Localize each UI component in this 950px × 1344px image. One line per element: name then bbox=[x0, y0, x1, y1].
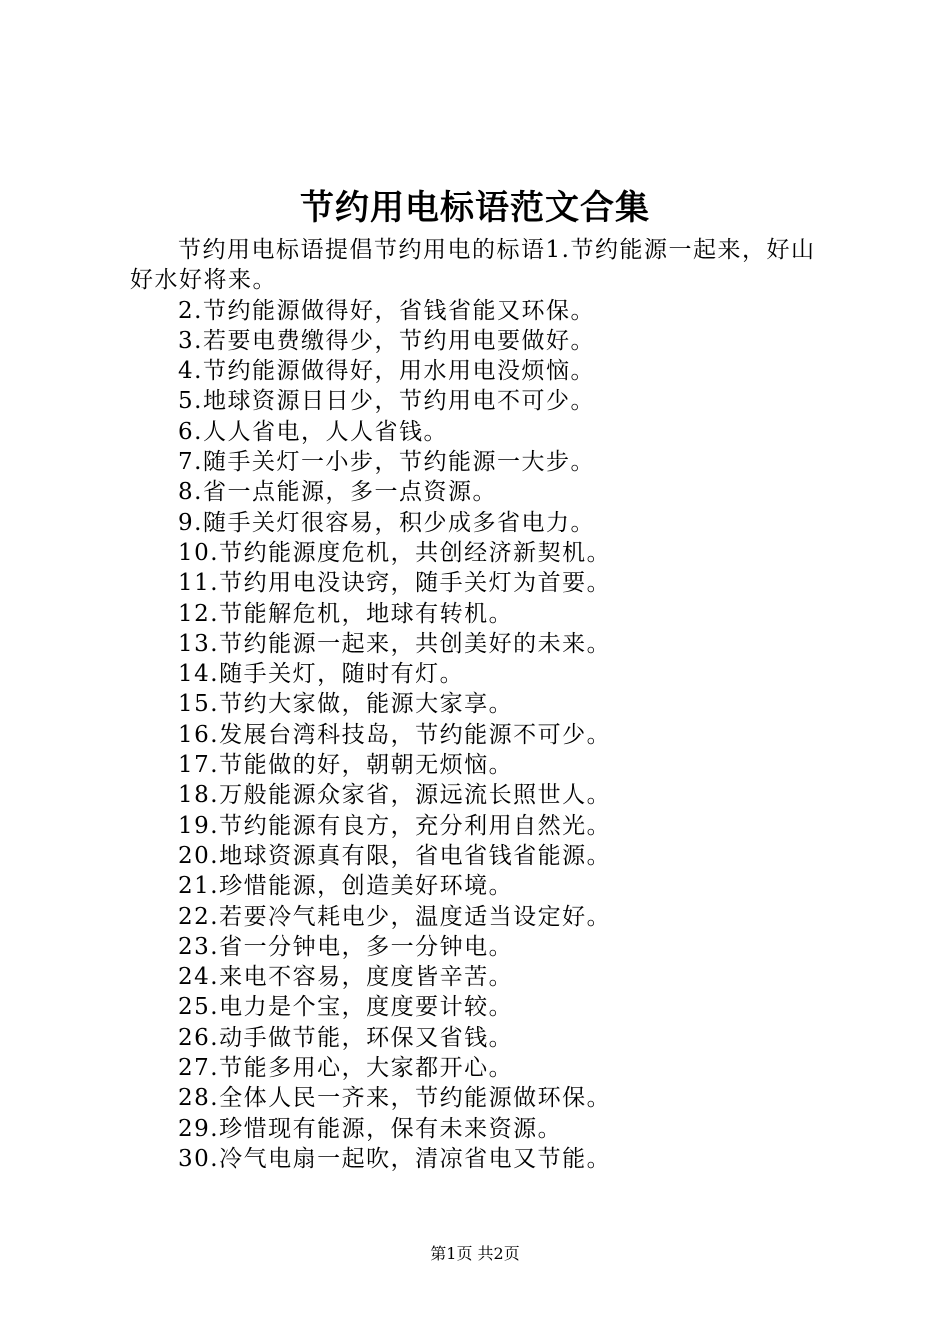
list-item: 11.节约用电没诀窍，随手关灯为首要。 bbox=[178, 570, 612, 597]
list-item: 18.万般能源众家省，源远流长照世人。 bbox=[178, 782, 612, 809]
list-item: 2.节约能源做得好，省钱省能又环保。 bbox=[178, 297, 595, 324]
list-item: 29.珍惜现有能源，保有未来资源。 bbox=[178, 1115, 563, 1142]
list-item: 22.若要冷气耗电少，温度适当设定好。 bbox=[178, 903, 612, 930]
list-item: 23.省一分钟电，多一分钟电。 bbox=[178, 933, 514, 960]
slogan-list bbox=[130, 296, 835, 1175]
list-item: 20.地球资源真有限，省电省钱省能源。 bbox=[178, 842, 612, 869]
list-item: 14.随手关灯，随时有灯。 bbox=[178, 661, 465, 688]
list-item: 10.节约能源度危机，共创经济新契机。 bbox=[178, 539, 612, 566]
list-item: 24.来电不容易，度度皆辛苦。 bbox=[178, 964, 514, 991]
list-item: 13.节约能源一起来，共创美好的未来。 bbox=[178, 630, 612, 657]
page-footer: 第1页 共2页 bbox=[430, 1244, 520, 1263]
list-item: 16.发展台湾科技岛，节约能源不可少。 bbox=[178, 721, 612, 748]
list-item: 5.地球资源日日少，节约用电不可少。 bbox=[178, 388, 595, 415]
list-item: 8.省一点能源，多一点资源。 bbox=[178, 479, 497, 506]
list-item: 27.节能多用心，大家都开心。 bbox=[178, 1055, 514, 1082]
list-item: 25.电力是个宝，度度要计较。 bbox=[178, 994, 514, 1021]
list-item: 28.全体人民一齐来，节约能源做环保。 bbox=[178, 1085, 612, 1112]
list-item: 26.动手做节能，环保又省钱。 bbox=[178, 1024, 514, 1051]
intro-paragraph: 节约用电标语提倡节约用电的标语1.节约能源一起来，好山好水好将来。 bbox=[130, 237, 816, 294]
list-item: 21.珍惜能源，创造美好环境。 bbox=[178, 873, 514, 900]
document-title: 节约用电标语范文合集 bbox=[300, 188, 650, 228]
list-item: 19.节约能源有良方，充分利用自然光。 bbox=[178, 812, 612, 839]
list-item: 4.节约能源做得好，用水用电没烦恼。 bbox=[178, 358, 595, 385]
list-item: 17.节能做的好，朝朝无烦恼。 bbox=[178, 752, 514, 779]
list-item: 6.人人省电，人人省钱。 bbox=[178, 418, 448, 445]
list-item: 30.冷气电扇一起吹，清凉省电又节能。 bbox=[178, 1145, 612, 1172]
list-item: 3.若要电费缴得少，节约用电要做好。 bbox=[178, 327, 595, 354]
document-body bbox=[130, 235, 835, 1174]
list-item: 7.随手关灯一小步，节约能源一大步。 bbox=[178, 449, 595, 476]
list-item: 15.节约大家做，能源大家享。 bbox=[178, 691, 514, 718]
list-item: 12.节能解危机，地球有转机。 bbox=[178, 600, 514, 627]
list-item: 9.随手关灯很容易，积少成多省电力。 bbox=[178, 509, 595, 536]
